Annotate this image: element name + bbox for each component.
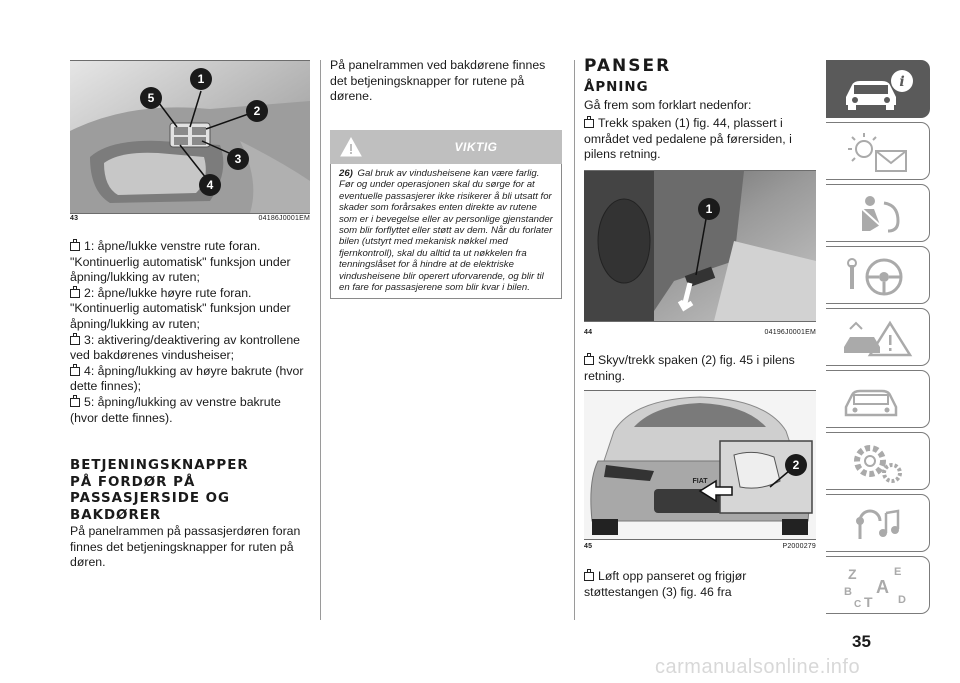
- bullet-icon: [584, 119, 594, 128]
- callout-1: 1: [705, 202, 713, 216]
- step-1: Trekk spaken (1) fig. 44, plassert i området ved pedalene på førersiden, i pilens retning.: [584, 116, 792, 162]
- figure-number: 43: [70, 215, 79, 222]
- figure-43: [70, 60, 310, 214]
- tab-index[interactable]: [826, 556, 930, 614]
- multimedia-icon: [840, 501, 916, 547]
- rear-door-paragraph: På panelrammen ved bakdørene finnes det betjeningsknapper for rutene på dørene.: [330, 58, 546, 104]
- bullet-icon: [70, 398, 80, 407]
- svg-text:D: D: [898, 594, 906, 606]
- callout-2: 2: [253, 104, 261, 118]
- door-switch-panel-illustration: [70, 61, 310, 213]
- svg-text:Z: Z: [848, 566, 857, 582]
- callout-5: 5: [147, 91, 155, 105]
- column-divider: [320, 60, 321, 620]
- intro-text: Gå frem som forklart nedenfor:: [584, 98, 752, 112]
- step-2: Skyv/trekk spaken (2) fig. 45 i pilens retning.: [584, 353, 795, 383]
- callout-1: 1: [197, 72, 205, 86]
- figure-43-caption: [70, 215, 310, 222]
- callout-2: 2: [792, 458, 800, 472]
- figure-45: [584, 390, 816, 540]
- bullet-icon: [584, 356, 594, 365]
- bullet-icon: [70, 336, 80, 345]
- index-letters-icon: [840, 563, 916, 609]
- technical-data-icon: [840, 439, 916, 485]
- tab-driving[interactable]: [826, 246, 930, 304]
- list-item: 1: åpne/lukke venstre rute foran. "Kontinuerlig automatisk" funksjon under åpning/lukking av ruten;: [70, 239, 291, 285]
- tab-multimedia[interactable]: [826, 494, 930, 552]
- car-front-hood-illustration: [584, 391, 816, 539]
- figure-code: 04196J0001EM: [764, 329, 816, 336]
- passenger-switch-paragraph: På panelrammen på passasjerdøren foran finnes det betjeningsknapper for ruten på døren.: [70, 524, 301, 570]
- warning-callout: [330, 130, 562, 299]
- warning-label: VIKTIG: [454, 140, 498, 154]
- list-item: 2: åpne/lukke høyre rute foran. "Kontinuerlig automatisk" funksjon under åpning/lukking av ruten;: [70, 285, 291, 331]
- warning-text: Gal bruk av vindusheisene kan være farlig. Før og under operasjonen skal du sørge for at eventuelle passasjerer ikke risikerer å bli utsatt for skader som forårsakes enten direkte av rutene som er i bevegelse eller av personlige gjenstander som blir forflyttet eller støtt av dem. Når du forlater bilen (utstyrt med mekanisk nøkkel med fjernkontroll), skal du alltid ta ut nøkkelen fra tenningslåset for å hindre at de elektriske vindusheisene blir operert uforvarende, og blir til en fare for passasjerene som blir kvar i bilen.: [339, 168, 553, 294]
- bullet-icon: [70, 367, 80, 376]
- dashboard-lights-icon: [840, 129, 916, 175]
- figure-44-caption: [584, 329, 816, 336]
- warning-header: [330, 130, 562, 164]
- tab-safety[interactable]: [826, 184, 930, 242]
- step-3: Løft opp panseret og frigjør støttestangen (3) fig. 46 fra: [584, 569, 747, 599]
- column-divider: [574, 60, 575, 620]
- svg-text:C: C: [854, 599, 862, 609]
- tab-car-info[interactable]: [826, 60, 930, 118]
- page-number: 35: [852, 632, 871, 651]
- svg-text:A: A: [876, 577, 889, 597]
- pedal-area-illustration: [584, 171, 816, 321]
- safety-airbag-icon: [840, 191, 916, 237]
- bullet-icon: [70, 242, 80, 251]
- figure-45-caption: [584, 543, 816, 550]
- svg-text:E: E: [894, 566, 902, 578]
- warning-body: [330, 164, 562, 299]
- emergency-warning-icon: [840, 315, 916, 361]
- driving-steering-icon: [840, 253, 916, 299]
- tab-emergency[interactable]: [826, 308, 930, 366]
- svg-text:B: B: [844, 586, 852, 598]
- note-number: 26): [339, 168, 353, 179]
- brand-plate: FIAT: [692, 478, 708, 485]
- switch-list: [70, 239, 310, 426]
- list-item: 5: åpning/lukking av venstre bakrute (hvor dette finnes).: [70, 394, 281, 425]
- figure-number: 44: [584, 329, 593, 336]
- svg-text:i: i: [899, 74, 905, 90]
- figure-code: P2000279: [782, 543, 816, 550]
- car-info-icon: [840, 67, 916, 113]
- tab-dashboard-lights[interactable]: [826, 122, 930, 180]
- section-title-panser: PANSER: [584, 56, 672, 76]
- bullet-icon: [70, 289, 80, 298]
- svg-text:T: T: [864, 594, 873, 609]
- tab-maintenance[interactable]: [826, 370, 930, 428]
- figure-number: 45: [584, 543, 593, 550]
- list-item: 3: aktivering/deaktivering av kontrollene ved bakdørenes vindusheiser;: [70, 332, 301, 363]
- figure-44: [584, 170, 816, 322]
- callout-3: 3: [234, 152, 242, 166]
- callout-4: 4: [206, 178, 214, 192]
- figure-code: 04186J0001EM: [258, 215, 310, 222]
- maintenance-car-icon: [840, 377, 916, 423]
- list-item: 4: åpning/lukking av høyre bakrute (hvor dette finnes);: [70, 363, 304, 394]
- subsection-title-apning: ÅPNING: [584, 80, 649, 95]
- bullet-icon: [584, 572, 594, 581]
- tab-technical-data[interactable]: [826, 432, 930, 490]
- watermark: carmanualsonline.info: [655, 656, 861, 678]
- section-heading-passenger-switches: BETJENINGSKNAPPER PÅ FORDØR PÅ PASSASJERSIDE OG BAKDØRER: [70, 458, 249, 523]
